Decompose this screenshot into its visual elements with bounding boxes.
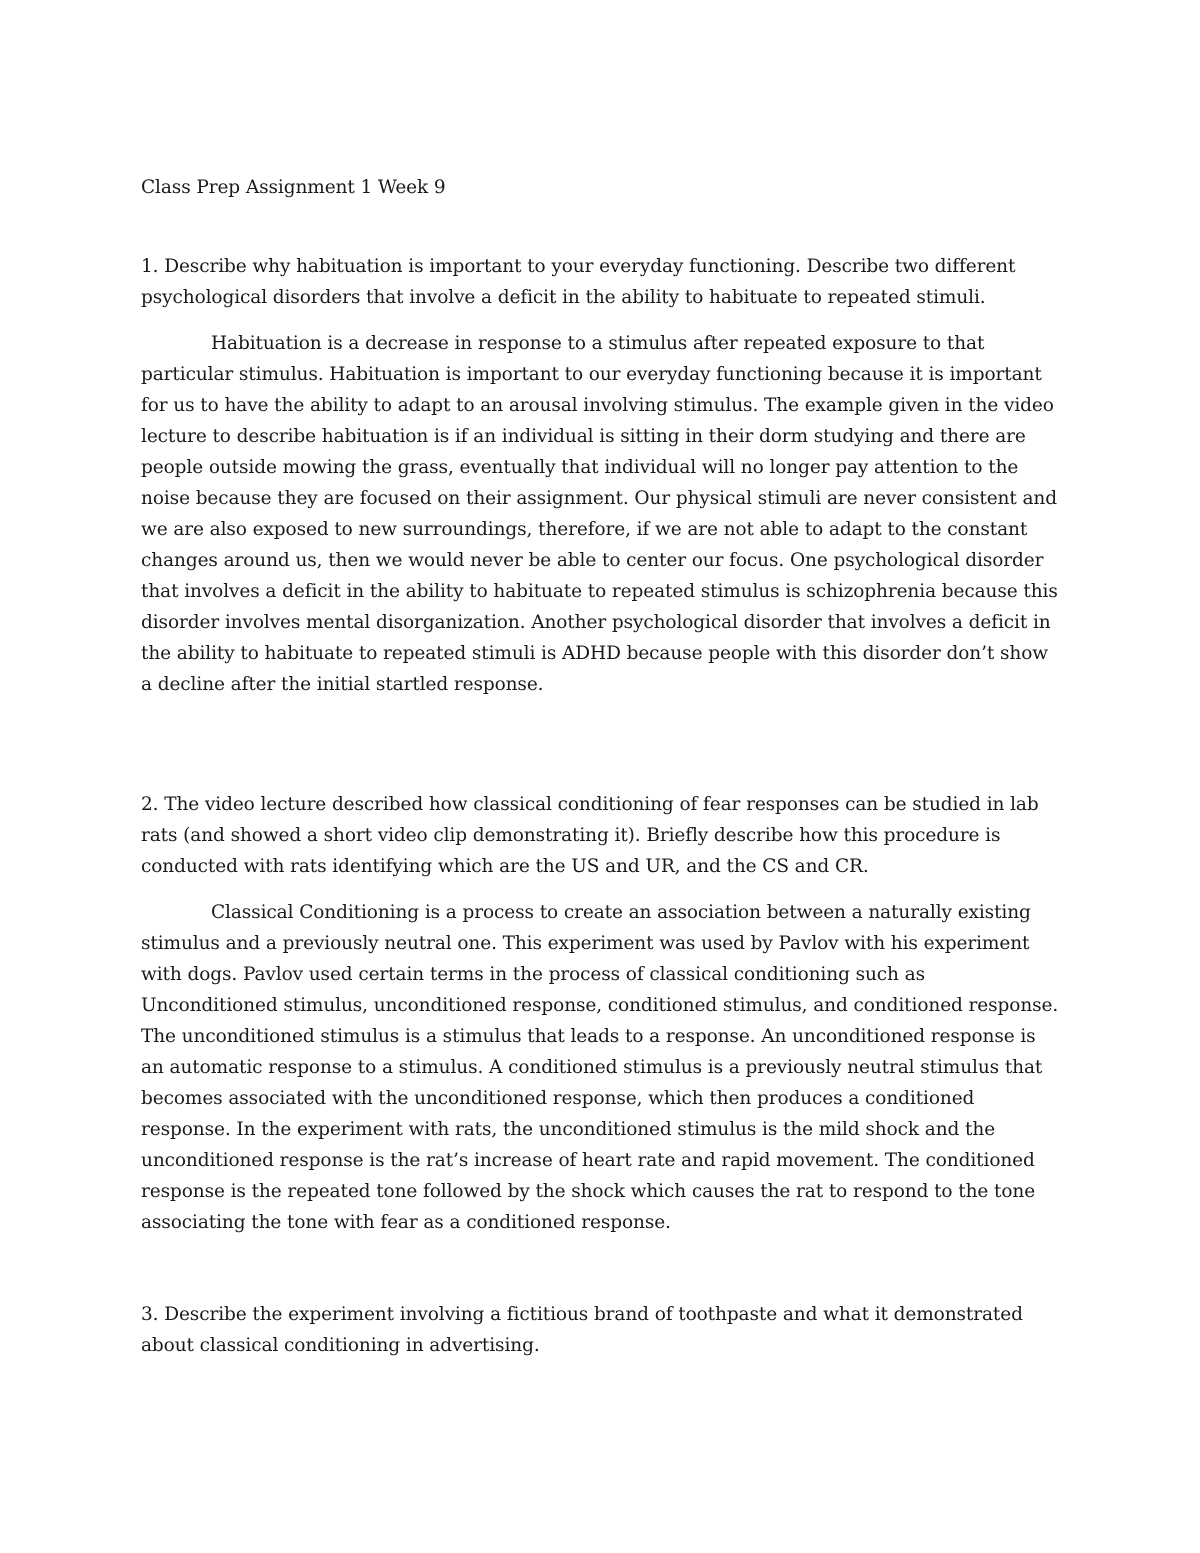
question-2: 2. The video lecture described how classical conditioning of fear responses can be studied in lab rats (and showed a short video clip demonstrating it). Briefly describe how this procedure is conducted with rats identifying which are the US and UR, and the CS and CR. xyxy=(141,794,1039,877)
answer-1: Habituation is a decrease in response to a stimulus after repeated exposure to that particular stimulus. Habituation is important to our everyday functioning because it is important for us to have the ability to adapt to an arousal involving stimulus. The example given in the video lecture to describe habituation is if an individual is sitting in their dorm studying and there are people outside mowing the grass, eventually that individual will no longer pay attention to the noise because they are focused on their assignment. Our physical stimuli are never consistent and we are also exposed to new surroundings, therefore, if we are not able to adapt to the constant changes around us, then we would never be able to center our focus. One psychological disorder that involves a deficit in the ability to habituate to repeated stimulus is schizophrenia because this disorder involves mental disorganization. Another psychological disorder that involves a deficit in the ability to habituate to repeated stimuli is ADHD because people with this disorder don’t show a decline after the initial startled response. xyxy=(141,333,1058,695)
question-3: 3. Describe the experiment involving a fictitious brand of toothpaste and what it demonstrated about classical conditioning in advertising. xyxy=(141,1304,1023,1356)
spacer xyxy=(141,1238,1061,1299)
document-body xyxy=(141,172,1061,1376)
answer-2: Classical Conditioning is a process to create an association between a naturally existing stimulus and a previously neutral one. This experiment was used by Pavlov with his experiment with dogs. Pavlov used certain terms in the process of classical conditioning such as Unconditioned stimulus, unconditioned response, conditioned stimulus, and conditioned response. The unconditioned stimulus is a stimulus that leads to a response. An unconditioned response is an automatic response to a stimulus. A conditioned stimulus is a previously neutral stimulus that becomes associated with the unconditioned response, which then produces a conditioned response. In the experiment with rats, the unconditioned stimulus is the mild shock and the unconditioned response is the rat’s increase of heart rate and rapid movement. The conditioned response is the repeated tone followed by the shock which causes the rat to respond to the tone associating the tone with fear as a conditioned response. xyxy=(141,902,1059,1233)
question-1: 1. Describe why habituation is important to your everyday functioning. Describe two different psychological disorders that involve a deficit in the ability to habituate to repeated stimuli. xyxy=(141,256,1016,308)
document-title: Class Prep Assignment 1 Week 9 xyxy=(141,177,446,198)
spacer xyxy=(141,700,1061,789)
